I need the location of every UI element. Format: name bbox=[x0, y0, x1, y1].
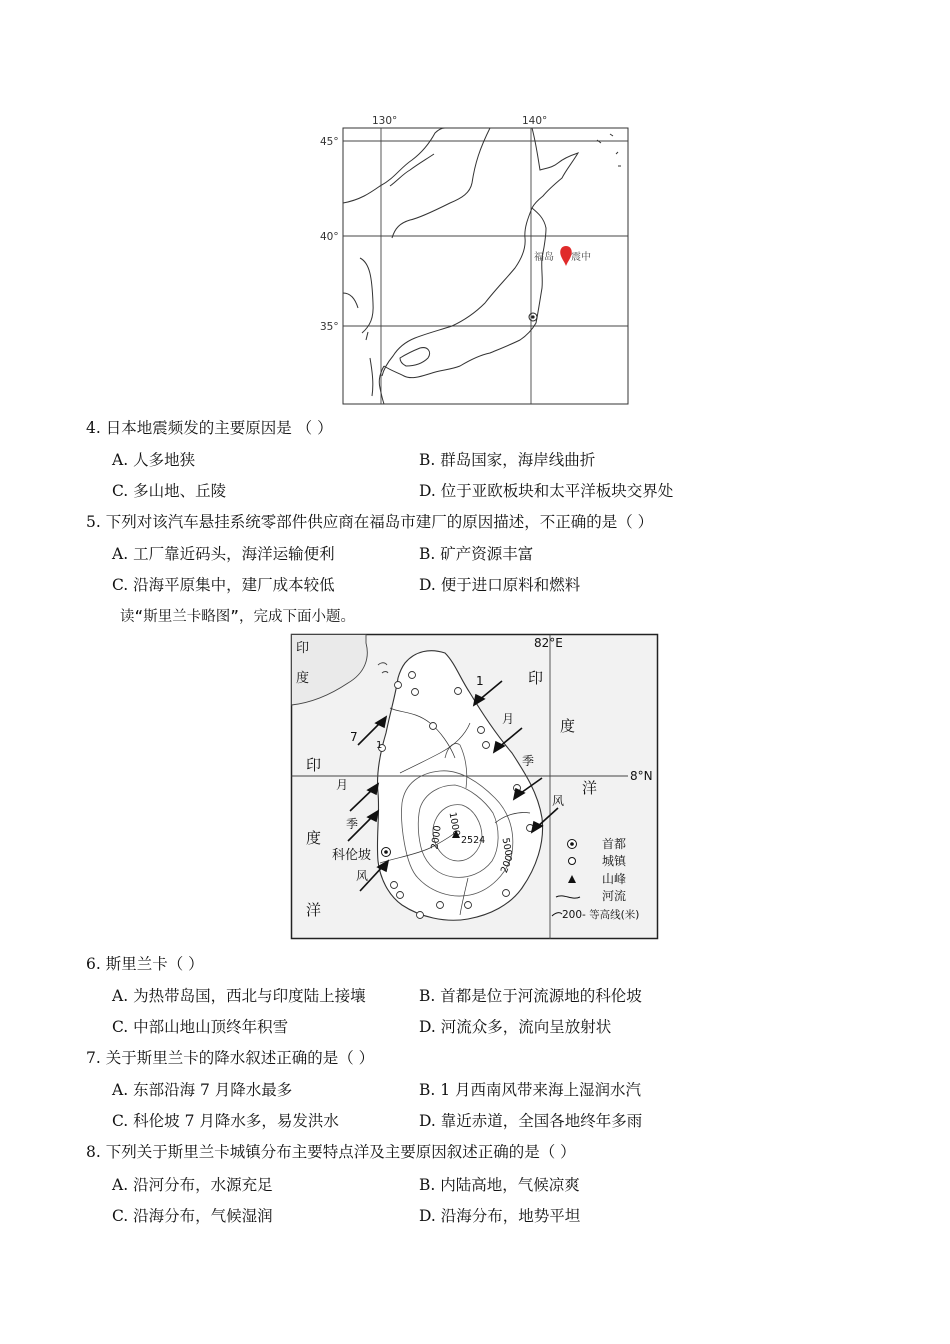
option-4a[interactable] bbox=[112, 450, 195, 470]
reading-instruction: 读“斯里兰卡略图”，完成下面小题。 bbox=[120, 609, 355, 625]
town-icon bbox=[430, 723, 437, 730]
legend-capital: 首都 bbox=[602, 837, 627, 851]
jan-monsoon-4: 风 bbox=[552, 794, 565, 808]
option-letter: A. bbox=[112, 451, 129, 469]
option-letter: C. bbox=[112, 1112, 129, 1130]
option-6c[interactable] bbox=[112, 1017, 288, 1037]
question-text: 下列对该汽车悬挂系统零部件供应商在福岛市建厂的原因描述，不正确的是（ ） bbox=[105, 513, 654, 531]
option-6d[interactable] bbox=[419, 1017, 611, 1037]
town-icon bbox=[437, 902, 444, 909]
option-text: 人多地狭 bbox=[133, 451, 196, 469]
option-5d[interactable] bbox=[419, 575, 580, 595]
lon-label-130: 130° bbox=[372, 115, 398, 127]
contour-label: 500 bbox=[499, 837, 514, 857]
option-letter: D. bbox=[419, 1112, 436, 1130]
epicenter-label: 震中 bbox=[571, 252, 591, 263]
question-6 bbox=[86, 954, 204, 974]
lat-label-35: 35° bbox=[320, 321, 339, 333]
option-8c[interactable] bbox=[112, 1206, 273, 1226]
legend-peak: 山峰 bbox=[602, 872, 627, 886]
jan-monsoon-2: 月 bbox=[502, 712, 515, 726]
lon-label: 82°E bbox=[534, 636, 563, 650]
option-letter: C. bbox=[112, 482, 129, 500]
town-icon bbox=[412, 689, 419, 696]
question-number: 5. bbox=[86, 513, 101, 531]
option-5a[interactable] bbox=[112, 544, 335, 564]
question-8 bbox=[86, 1142, 576, 1162]
question-text: 斯里兰卡（ ） bbox=[105, 955, 204, 973]
option-text: 1 月西南风带来海上湿润水汽 bbox=[440, 1081, 642, 1099]
town-icon bbox=[417, 912, 424, 919]
option-text: 沿河分布，水源充足 bbox=[133, 1176, 273, 1194]
option-letter: D. bbox=[419, 1207, 436, 1225]
option-letter: A. bbox=[112, 987, 129, 1005]
city-label-fukushima: 福岛 bbox=[534, 252, 554, 263]
contour-label: 1000 bbox=[446, 811, 462, 838]
option-7b[interactable] bbox=[419, 1080, 641, 1100]
option-text: 河流众多，流向呈放射状 bbox=[440, 1018, 612, 1036]
option-letter: B. bbox=[419, 1176, 436, 1194]
ocean-west-1: 印 bbox=[306, 756, 322, 774]
option-letter: C. bbox=[112, 1018, 129, 1036]
jan-monsoon-3: 季 bbox=[522, 754, 535, 768]
option-text: 科伦坡 7 月降水多，易发洪水 bbox=[133, 1112, 339, 1130]
legend-river: 河流 bbox=[602, 889, 627, 903]
legend-contour: 200- 等高线(米) bbox=[562, 909, 640, 921]
option-letter: B. bbox=[419, 987, 436, 1005]
ocean-east-1: 印 bbox=[528, 669, 544, 687]
town-icon bbox=[569, 858, 576, 865]
option-4b[interactable] bbox=[419, 450, 595, 470]
option-letter: B. bbox=[419, 1081, 436, 1099]
option-4d[interactable] bbox=[419, 481, 673, 501]
option-4c[interactable] bbox=[112, 481, 226, 501]
lat-label-40: 40° bbox=[320, 231, 339, 243]
contour-label: 200 bbox=[498, 853, 516, 875]
option-7a[interactable] bbox=[112, 1080, 292, 1100]
option-5c[interactable] bbox=[112, 575, 335, 595]
question-number: 8. bbox=[86, 1143, 101, 1161]
option-letter: B. bbox=[419, 451, 436, 469]
lat-label-45: 45° bbox=[320, 136, 339, 148]
question-number: 7. bbox=[86, 1049, 101, 1067]
option-letter: C. bbox=[112, 1207, 129, 1225]
option-text: 群岛国家，海岸线曲折 bbox=[440, 451, 596, 469]
option-5b[interactable] bbox=[419, 544, 533, 564]
option-letter: C. bbox=[112, 576, 129, 594]
india-label-2: 度 bbox=[296, 671, 310, 686]
jul-monsoon-3: 季 bbox=[346, 817, 359, 831]
question-7 bbox=[86, 1048, 374, 1068]
question-text: 下列关于斯里兰卡城镇分布主要特点洋及主要原因叙述正确的是（ ） bbox=[105, 1143, 576, 1161]
question-text: 关于斯里兰卡的降水叙述正确的是（ ） bbox=[105, 1049, 375, 1067]
option-text: 工厂靠近码头，海洋运输便利 bbox=[133, 545, 335, 563]
option-text: 东部沿海 7 月降水最多 bbox=[133, 1081, 293, 1099]
question-5 bbox=[86, 512, 653, 532]
question-number: 6. bbox=[86, 955, 101, 973]
option-letter: B. bbox=[419, 545, 436, 563]
option-6a[interactable] bbox=[112, 986, 366, 1006]
town-icon bbox=[465, 902, 472, 909]
option-7d[interactable] bbox=[419, 1111, 642, 1131]
option-8a[interactable] bbox=[112, 1175, 273, 1195]
river-mark: 1 bbox=[376, 740, 383, 751]
option-text: 沿海平原集中，建厂成本较低 bbox=[133, 576, 335, 594]
ocean-west-2: 度 bbox=[306, 829, 322, 847]
option-text: 位于亚欧板块和太平洋板块交界处 bbox=[440, 482, 674, 500]
option-8b[interactable] bbox=[419, 1175, 580, 1195]
option-text: 内陆高地，气候凉爽 bbox=[440, 1176, 580, 1194]
jul-monsoon-4: 风 bbox=[356, 869, 369, 883]
option-letter: A. bbox=[112, 545, 129, 563]
lon-label-140: 140° bbox=[522, 115, 548, 127]
option-text: 为热带岛国，西北与印度陆上接壤 bbox=[133, 987, 366, 1005]
town-icon bbox=[455, 688, 462, 695]
srilanka-map bbox=[290, 633, 660, 941]
option-letter: D. bbox=[419, 482, 436, 500]
option-text: 沿海分布，气候湿润 bbox=[133, 1207, 273, 1225]
jul-monsoon-1: 7 bbox=[350, 730, 358, 744]
ocean-west-3: 洋 bbox=[306, 901, 322, 919]
option-text: 靠近赤道，全国各地终年多雨 bbox=[440, 1112, 643, 1130]
town-icon bbox=[397, 892, 404, 899]
option-text: 多山地、丘陵 bbox=[133, 482, 227, 500]
option-8d[interactable] bbox=[419, 1206, 580, 1226]
option-letter: D. bbox=[419, 576, 436, 594]
peak-label: 2524 bbox=[461, 835, 486, 846]
option-letter: A. bbox=[112, 1081, 129, 1099]
option-text: 便于进口原料和燃料 bbox=[440, 576, 581, 594]
town-icon bbox=[395, 682, 402, 689]
ocean-east-3: 洋 bbox=[582, 779, 598, 797]
jan-monsoon-1: 1 bbox=[476, 674, 484, 688]
question-4 bbox=[86, 418, 333, 438]
option-text: 首都是位于河流源地的科伦坡 bbox=[440, 987, 642, 1005]
option-letter: A. bbox=[112, 1176, 129, 1194]
option-6b[interactable] bbox=[419, 986, 642, 1006]
option-letter: D. bbox=[419, 1018, 436, 1036]
town-icon bbox=[483, 742, 490, 749]
contour-label: 2000 bbox=[429, 824, 444, 851]
jul-monsoon-2: 月 bbox=[336, 778, 349, 792]
ocean-east-2: 度 bbox=[560, 717, 576, 735]
town-icon bbox=[409, 672, 416, 679]
capital-label: 科伦坡 bbox=[332, 848, 372, 863]
question-text: 日本地震频发的主要原因是 （ ） bbox=[105, 419, 333, 437]
japan-map bbox=[300, 108, 645, 408]
lat-label: 8°N bbox=[630, 769, 653, 783]
town-icon bbox=[478, 727, 485, 734]
town-icon bbox=[503, 890, 510, 897]
town-icon bbox=[391, 882, 398, 889]
option-7c[interactable] bbox=[112, 1111, 339, 1131]
option-text: 矿产资源丰富 bbox=[440, 545, 534, 563]
question-number: 4. bbox=[86, 419, 101, 437]
india-label-1: 印 bbox=[296, 641, 310, 656]
legend-town: 城镇 bbox=[602, 854, 627, 868]
option-text: 中部山地山顶终年积雪 bbox=[133, 1018, 289, 1036]
option-text: 沿海分布，地势平坦 bbox=[440, 1207, 581, 1225]
